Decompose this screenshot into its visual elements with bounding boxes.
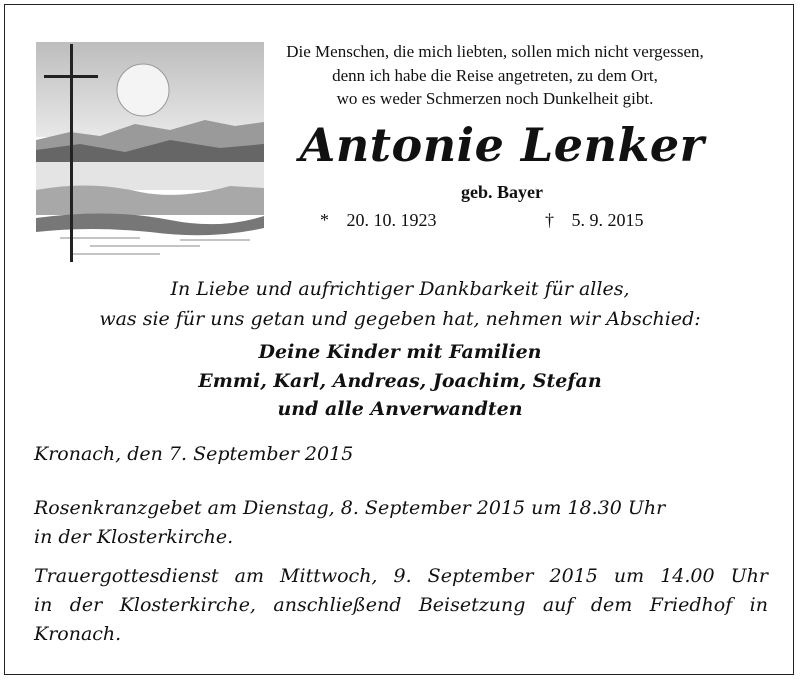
poem [210,40,780,111]
thanks-line: In Liebe und aufrichtiger Dankbarkeit für alles, [170,278,630,300]
water-strokes [60,238,250,254]
birth-date-line [320,210,437,231]
place-date [34,440,768,469]
family-line: Deine Kinder mit Familien [258,341,542,363]
thanks-text [30,274,770,334]
birth-symbol: * [320,210,329,230]
poem-line: Die Menschen, die mich liebten, sollen mich nicht vergessen, [286,42,704,61]
place-date-line: Kronach, den 7. September 2015 [34,443,354,465]
deceased-name: Antonie Lenker [299,118,705,172]
poem-line: wo es weder Schmerzen noch Dunkelheit gibt. [336,89,654,108]
funeral-line: Trauergottesdienst am Mittwoch, 9. September 2015 um 14.00 Uhr [34,565,768,587]
moon-icon [117,64,169,116]
death-date-line [545,210,644,231]
birth-name: geb. Bayer [461,182,543,202]
death-date: 5. 9. 2015 [571,210,644,230]
birth-date: 20. 10. 1923 [346,210,437,230]
rosary-line: Rosenkranzgebet am Dienstag, 8. September 2015 um 18.30 Uhr [34,497,666,519]
rosary-line: in der Klosterkirche. [34,526,234,548]
funeral-line: Kronach. [34,623,122,645]
family-signature [30,338,770,424]
family-line: und alle Anverwandten [277,398,523,420]
poem-line: denn ich habe die Reise angetreten, zu dem Ort, [332,65,658,85]
family-line: Emmi, Karl, Andreas, Joachim, Stefan [198,369,602,392]
funeral-notice [34,562,768,649]
death-symbol: † [545,210,554,230]
funeral-line: in der Klosterkirche, anschließend Beisetzung auf dem Friedhof in [34,594,768,616]
cross-horizontal-icon [44,75,98,78]
thanks-line: was sie für uns getan und gegeben hat, nehmen wir Abschied: [99,308,701,330]
rosary-notice [34,494,768,552]
